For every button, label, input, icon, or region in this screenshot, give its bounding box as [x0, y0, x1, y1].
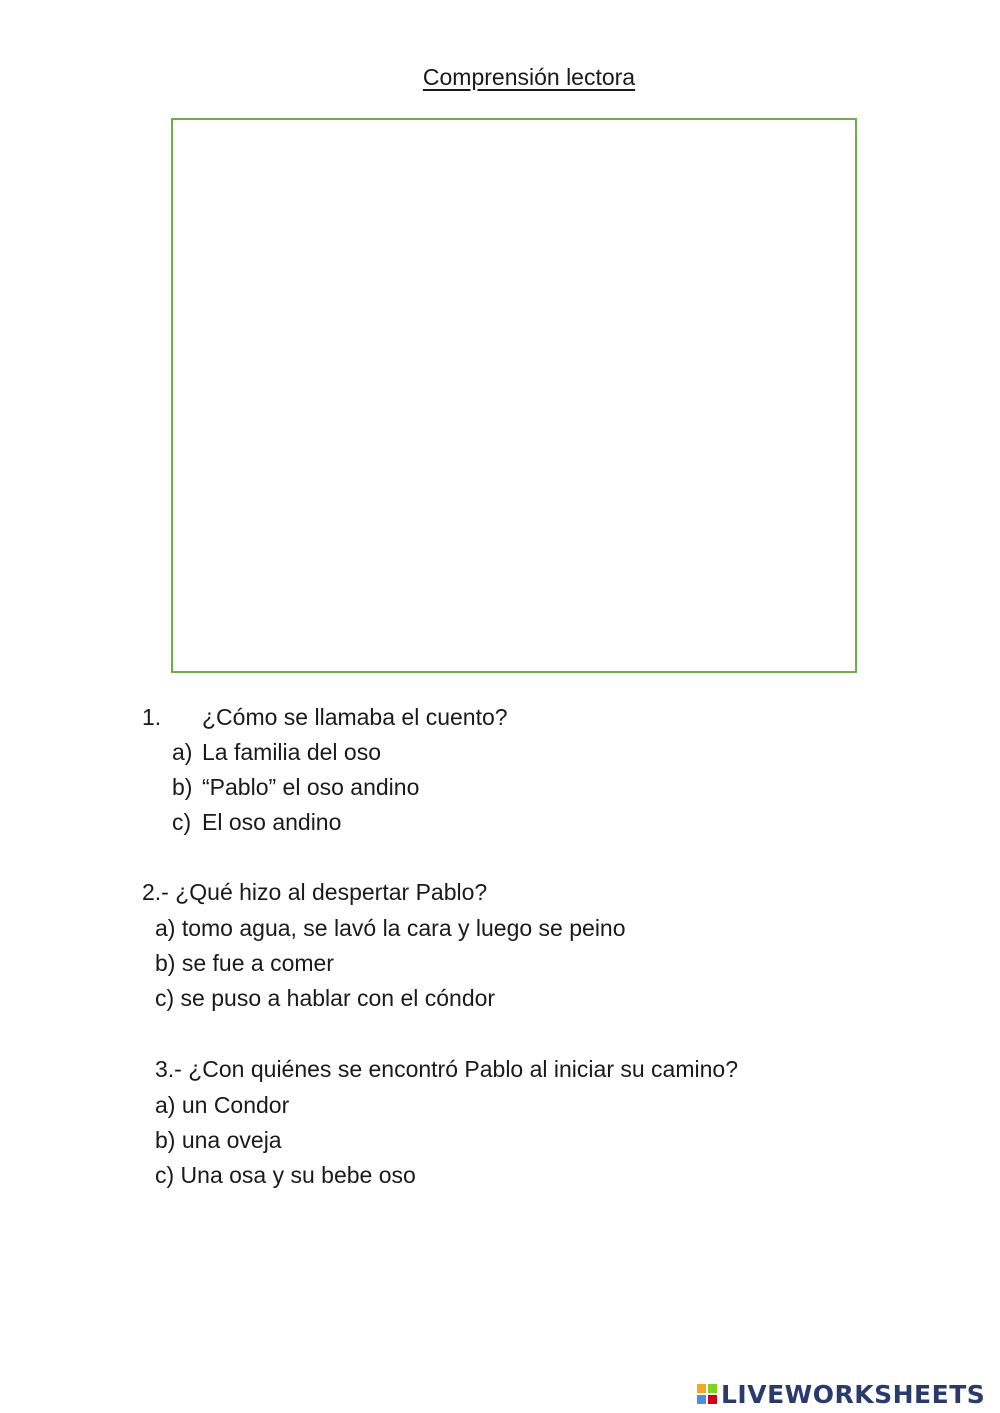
question-3-option-c: c) Una osa y su bebe oso [155, 1162, 416, 1188]
logo-square-2 [708, 1384, 717, 1393]
logo-square-3 [697, 1395, 706, 1404]
logo-mark-icon [697, 1384, 717, 1404]
question-2-option-c: c) se puso a hablar con el cóndor [155, 985, 496, 1011]
question-1-option-b-text: “Pablo” el oso andino [202, 774, 420, 800]
logo-square-1 [697, 1384, 706, 1393]
question-2-option-a: a) tomo agua, se lavó la cara y luego se peino [155, 915, 626, 941]
logo-text: LIVEWORKSHEETS [721, 1379, 986, 1409]
page-title: Comprensión lectora [422, 64, 636, 90]
question-1-option-c-text: El oso andino [202, 809, 342, 835]
question-3-option-b: b) una oveja [155, 1127, 282, 1153]
question-1-option-b-marker: b) [172, 774, 193, 800]
question-1-option-c-marker: c) [172, 809, 192, 835]
question-1-text: ¿Cómo se llamaba el cuento? [202, 704, 508, 730]
question-3-option-a: a) un Condor [155, 1092, 290, 1118]
question-1-number: 1. [142, 704, 162, 730]
question-2-text: 2.- ¿Qué hizo al despertar Pablo? [142, 879, 488, 905]
question-1-option-a-marker: a) [172, 739, 193, 765]
liveworksheets-logo [697, 1376, 985, 1412]
question-2-option-b: b) se fue a comer [155, 950, 334, 976]
logo-square-4 [708, 1395, 717, 1404]
question-3-text: 3.- ¿Con quiénes se encontró Pablo al iniciar su camino? [155, 1056, 738, 1082]
image-placeholder-box [171, 118, 857, 673]
question-1-option-a-text: La familia del oso [202, 739, 381, 765]
